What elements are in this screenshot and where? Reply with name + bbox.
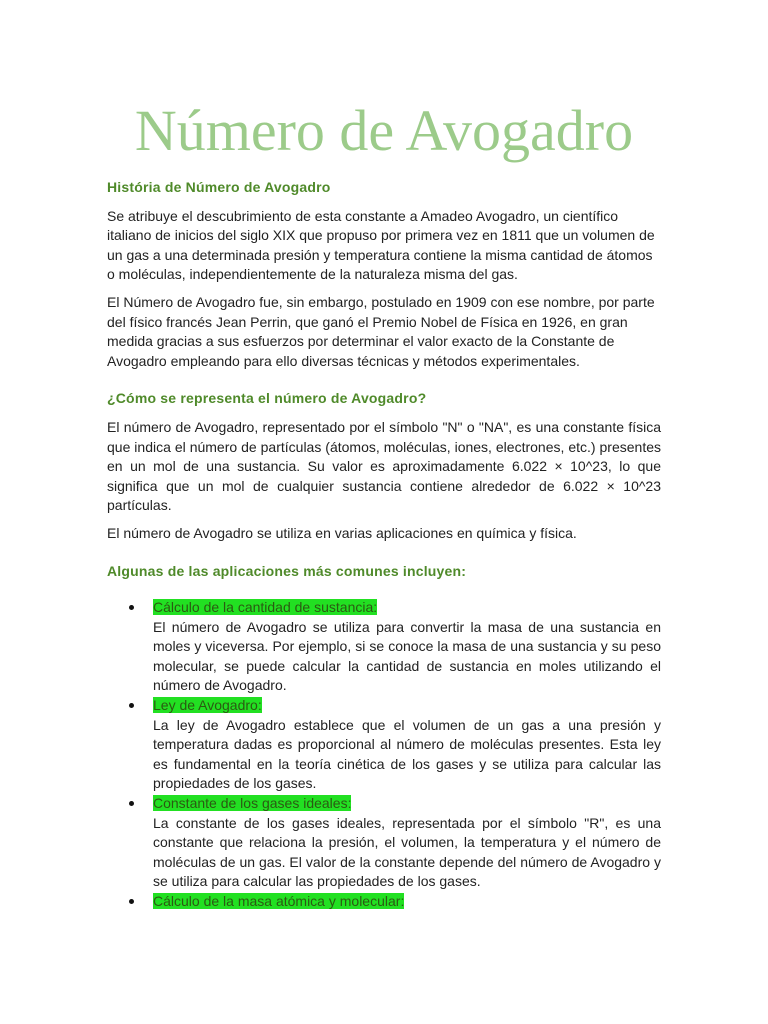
list-item-text: El número de Avogadro se utiliza para convertir la masa de una sustancia en moles y viceversa. Por ejemplo, si se conoce la masa de una sustancia y su peso molecular, se puede calcular la cantidad de sustancia en moles utilizando el número de Avogadro. (153, 618, 661, 694)
representation-paragraph-1: El número de Avogadro, representado por el símbolo "N" o "NA", es una constante física que indica el número de partículas (átomos, moléculas, iones, electrones, etc.) presentes en un mol de una sustancia. Su valor es aproximadamente 6.022 × 10^23, lo que significa que un mol de cualquier sustancia contiene alrededor de 6.022 × 10^23 partículas. (107, 418, 661, 514)
list-item-text: La constante de los gases ideales, representada por el símbolo "R", es una constante que relaciona la presión, el volumen, la temperatura y el número de moléculas de un gas. El valor de la constante depende del número de Avogadro y se utiliza para calcular las propiedades de los gases. (153, 814, 661, 890)
list-item-label: Cálculo de la cantidad de sustancia: (153, 599, 378, 616)
list-item-label: Cálculo de la masa atómica y molecular: (153, 893, 405, 909)
history-paragraph-1: Se atribuye el descubrimiento de esta constante a Amadeo Avogadro, un científico italiano de inicios del siglo XIX que propuso por primera vez en 1811 que un volumen de un gas a una determinada presión y temperatura contiene la misma cantidad de átomos o moléculas, independientemente de la naturaleza misma del gas. (107, 207, 655, 283)
list-item (107, 892, 661, 912)
section-heading-applications: Algunas de las aplicaciones más comunes incluyen: (107, 562, 467, 579)
bullet-icon (129, 801, 134, 806)
bullet-icon (129, 703, 134, 708)
section-heading-representation: ¿Cómo se representa el número de Avogadro? (107, 390, 427, 407)
history-paragraph-2: El Número de Avogadro fue, sin embargo, postulado en 1909 con ese nombre, por parte del físico francés Jean Perrin, que ganó el Premio Nobel de Física en 1926, en gran medida gracias a sus esfuerzos por determinar el valor exacto de la Constante de Avogadro empleando para ello diversas técnicas y métodos experimentales. (107, 293, 655, 369)
list-item (107, 598, 661, 696)
list-item (107, 696, 661, 794)
representation-paragraph-2: El número de Avogadro se utiliza en varias aplicaciones en química y física. (107, 524, 577, 541)
list-item-label: Ley de Avogadro: (153, 697, 262, 714)
list-item-text: La ley de Avogadro establece que el volumen de un gas a una presión y temperatura dadas es proporcional al número de moléculas presentes. Esta ley es fundamental en la teoría cinética de los gases y se utiliza para calcular las propiedades de los gases. (153, 716, 661, 792)
document-body (107, 178, 661, 912)
bullet-icon (129, 899, 134, 904)
list-item (107, 794, 661, 892)
document-title: Número de Avogadro (134, 98, 634, 163)
list-item-label: Constante de los gases ideales: (153, 795, 352, 812)
bullet-icon (129, 605, 134, 610)
section-heading-history: História de Número de Avogadro (107, 179, 331, 195)
applications-list (107, 598, 661, 912)
